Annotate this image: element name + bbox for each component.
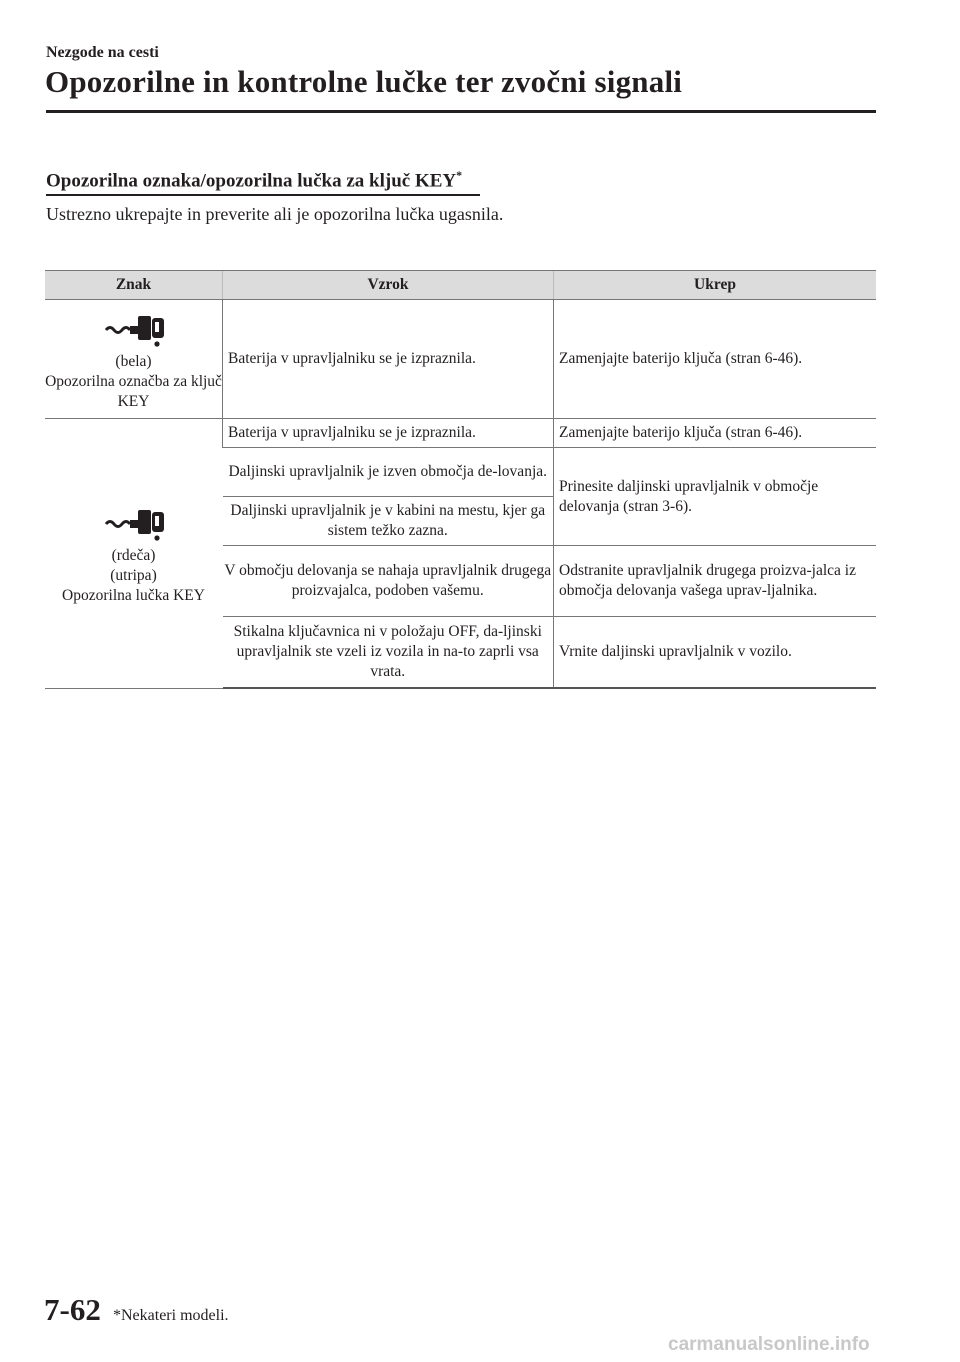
title-rule bbox=[46, 110, 876, 113]
watermark: carmanualsonline.info bbox=[668, 1334, 870, 1355]
sign-name-white: Opozorilna označba za ključ KEY bbox=[45, 373, 222, 410]
action-cell: Prinesite daljinski upravljalnik v območje delovanja (stran 3-6). bbox=[554, 448, 877, 546]
warning-table bbox=[45, 270, 876, 689]
section-title-text: Opozorilna oznaka/opozorilna lučka za ključ KEY bbox=[46, 170, 457, 192]
sign-cell-red bbox=[45, 419, 223, 689]
key-warning-icon bbox=[100, 504, 168, 542]
action-cell: Vrnite daljinski upravljalnik v vozilo. bbox=[554, 617, 877, 689]
footnote: *Nekateri modeli. bbox=[113, 1307, 229, 1324]
intro-text: Ustrezno ukrepajte in preverite ali je opozorilna lučka ugasnila. bbox=[46, 204, 504, 224]
action-cell: Odstranite upravljalnik drugega proizva-jalca iz območja delovanja vašega uprav-ljalnika. bbox=[554, 546, 877, 617]
page-title: Opozorilne in kontrolne lučke ter zvočni signali bbox=[45, 64, 683, 99]
header-action: Ukrep bbox=[554, 271, 877, 300]
key-warning-icon bbox=[100, 310, 168, 348]
sign-name-red: Opozorilna lučka KEY bbox=[62, 587, 205, 605]
section-title bbox=[46, 168, 480, 196]
table-row bbox=[45, 300, 876, 419]
action-cell: Zamenjajte baterijo ključa (stran 6-46). bbox=[554, 419, 877, 448]
state-label-red: (utripa) bbox=[110, 567, 157, 585]
chapter-label: Nezgode na cesti bbox=[46, 44, 159, 61]
cause-cell: V območju delovanja se nahaja upravljalnik drugega proizvajalca, podoben vašemu. bbox=[223, 546, 554, 617]
cause-cell: Daljinski upravljalnik je izven območja de-lovanja. bbox=[223, 448, 554, 497]
color-label-white: (bela) bbox=[115, 353, 152, 370]
action-cell: Zamenjajte baterijo ključa (stran 6-46). bbox=[554, 300, 877, 419]
cause-cell: Daljinski upravljalnik je v kabini na mestu, kjer ga sistem težko zazna. bbox=[223, 497, 554, 546]
color-label-red: (rdeča) bbox=[111, 547, 156, 565]
header-sign: Znak bbox=[45, 271, 223, 300]
header-cause: Vzrok bbox=[223, 271, 554, 300]
sign-cell-white bbox=[45, 300, 223, 419]
cause-cell: Baterija v upravljalniku se je izpraznila. bbox=[223, 419, 554, 448]
table-row bbox=[45, 419, 876, 448]
cause-cell: Baterija v upravljalniku se je izpraznila. bbox=[223, 300, 554, 419]
cause-cell: Stikalna ključavnica ni v položaju OFF, da-ljinski upravljalnik ste vzeli iz vozila in na-to zaprli vsa vrata. bbox=[223, 617, 554, 689]
footnote-mark: * bbox=[456, 168, 463, 182]
page-number: 7-62 bbox=[44, 1292, 101, 1327]
table-header-row bbox=[45, 271, 876, 300]
